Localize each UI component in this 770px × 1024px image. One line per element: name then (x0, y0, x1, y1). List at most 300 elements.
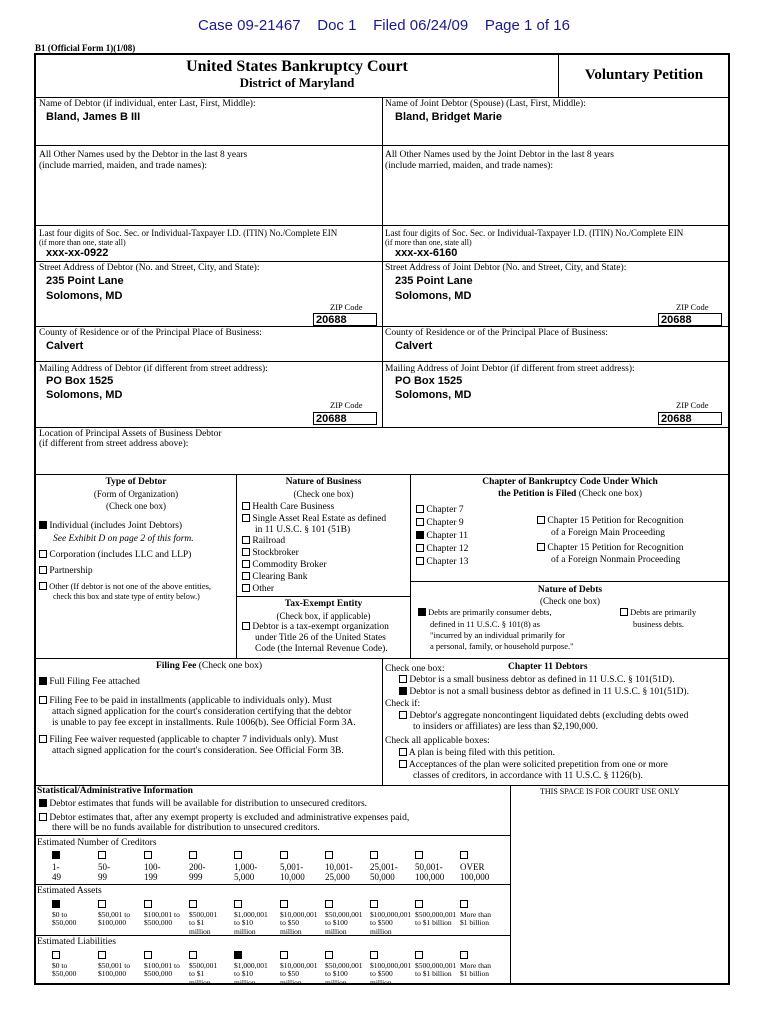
assets-range-line: to $1 (189, 918, 205, 928)
chapter-13-label: Chapter 13 (426, 557, 469, 567)
chapter-15-main-label-2: of a Foreign Main Proceeding (551, 528, 665, 538)
liabilities-range-line: million (189, 977, 211, 987)
joint-county-label: County of Residence or of the Principal Place of Business: (385, 328, 608, 338)
liabilities-checkbox[interactable] (415, 951, 423, 959)
assets-range-line: to $100 (325, 918, 348, 928)
assets-range-label (370, 911, 411, 936)
creditors-checkbox[interactable] (325, 851, 333, 859)
debtor-mailing-1[interactable]: PO Box 1525 (46, 375, 114, 387)
clearing-bank-label: Clearing Bank (252, 572, 308, 582)
liabilities-range-line: to $1 billion (415, 969, 452, 979)
assets-range-line: to $10 (234, 918, 253, 928)
assets-checkbox[interactable] (325, 900, 333, 908)
creditors-range-line: 1,000- (234, 862, 258, 872)
assets-checkbox[interactable] (280, 900, 288, 908)
type-of-debtor-sub1: (Form of Organization) (93, 489, 179, 499)
debtor-mailing-2[interactable]: Solomons, MD (46, 389, 123, 401)
other-entity-label-2: check this box and state type of entity below.) (53, 592, 200, 601)
form-id: B1 (Official Form 1)(1/08) (35, 43, 136, 53)
waiver-label: Filing Fee waiver requested (applicable to chapter 7 individuals only). Must (49, 735, 339, 745)
health-care-label: Health Care Business (252, 502, 335, 512)
debtor-ssn[interactable]: xxx-xx-0922 (46, 247, 109, 259)
chapter-11-option[interactable] (416, 531, 468, 542)
creditors-range-line: 25,000 (325, 872, 350, 883)
acceptances-label-2: classes of creditors, in accordance with 11 U.S.C. § 1126(b). (413, 771, 643, 781)
not-small-business-option[interactable] (399, 687, 689, 698)
debtor-county-label: County of Residence or of the Principal Place of Business: (39, 328, 262, 338)
acceptances-checkbox[interactable] (399, 760, 407, 768)
small-business-option[interactable] (399, 675, 674, 686)
assets-range-label (234, 911, 268, 936)
liabilities-range-line: $0 to (52, 961, 68, 970)
creditors-range-line: 25,001- (370, 862, 398, 872)
liabilities-range-line: to $100 (325, 969, 348, 979)
commodity-broker-label: Commodity Broker (252, 560, 327, 570)
assets-range-label (280, 911, 318, 936)
installments-label: Filing Fee to be paid in installments (applicable to individuals only). Must (49, 696, 332, 706)
liabilities-range-line: $10,000,001 (280, 961, 318, 970)
assets-range-line: million (280, 926, 302, 936)
filing-fee-title-bold: Filing Fee (155, 661, 197, 671)
individual-checkbox[interactable] (39, 521, 47, 529)
liabilities-range-line: million (370, 977, 392, 987)
assets-range-label (325, 911, 363, 936)
tax-exempt-option[interactable] (242, 622, 389, 633)
assets-range-label (98, 911, 130, 928)
liabilities-range-line: $500,000 (144, 969, 173, 979)
corporation-option[interactable] (39, 550, 191, 561)
other-entity-checkbox[interactable] (39, 582, 47, 590)
joint-zip-label: ZIP Code (676, 302, 709, 312)
chapter-15-nonmain-checkbox[interactable] (537, 543, 545, 551)
assets-range-line: million (370, 926, 392, 936)
plan-filed-label: A plan is being filed with this petition. (408, 748, 556, 758)
nature-business-sub: (Check one box) (293, 489, 354, 499)
liabilities-checkbox[interactable] (144, 951, 152, 959)
consumer-debts-checkbox[interactable] (418, 608, 426, 616)
liabilities-checkbox[interactable] (325, 951, 333, 959)
single-asset-option[interactable] (242, 514, 386, 525)
creditors-range-line: 200- (189, 862, 206, 872)
commodity-broker-option[interactable] (242, 560, 327, 571)
assets-range-line: $500,000,001 (415, 910, 457, 919)
assets-checkbox[interactable] (144, 900, 152, 908)
court-district: District of Maryland (239, 75, 355, 90)
liabilities-range-line: More than (460, 961, 492, 970)
assets-range-line: to $50 (280, 918, 299, 928)
assets-range-line: $500,000 (144, 918, 173, 928)
creditors-checkbox[interactable] (460, 851, 468, 859)
other-business-label: Other (252, 584, 275, 594)
railroad-label: Railroad (252, 536, 286, 546)
liabilities-range-label (280, 962, 318, 987)
liabilities-range-line: to $10 (234, 969, 253, 979)
other-business-option[interactable] (242, 584, 274, 595)
ch11-check-one: Check one box: (385, 664, 445, 674)
chapter-11-checkbox[interactable] (416, 531, 424, 539)
liabilities-checkbox[interactable] (370, 951, 378, 959)
chapter-12-option[interactable] (416, 544, 468, 555)
liabilities-range-line: $100,001 to (144, 961, 180, 970)
ch11-check-all: Check all applicable boxes: (385, 736, 490, 746)
joint-mailing-zip-label: ZIP Code (676, 400, 709, 410)
chapter-title-2 (411, 489, 729, 500)
other-business-checkbox[interactable] (242, 584, 250, 592)
liabilities-range-label (415, 962, 456, 979)
assets-checkbox[interactable] (415, 900, 423, 908)
creditors-range-label (415, 862, 444, 883)
liabilities-range-label (370, 962, 411, 987)
creditors-range-label (234, 862, 257, 883)
partnership-label: Partnership (49, 566, 93, 576)
liabilities-range-line: to $50 (280, 969, 299, 979)
assets-checkbox[interactable] (189, 900, 197, 908)
assets-range-line: $0 to (52, 910, 68, 919)
debtor-ssn-label: Last four digits of Soc. Sec. or Individual-Taxpayer I.D. (ITIN) No./Complete EIN (39, 228, 338, 238)
creditors-range-line: 50,000 (370, 872, 395, 883)
consumer-debts-label: Debts are primarily consumer debts, (428, 607, 552, 617)
chapter-7-option[interactable] (416, 505, 464, 516)
nature-debts-title: Nature of Debts (537, 585, 603, 595)
assets-range-line: $100,001 to (144, 910, 180, 919)
location-label-2: (if different from street address above): (39, 439, 189, 449)
debtor-zip-label: ZIP Code (330, 302, 363, 312)
commodity-broker-checkbox[interactable] (242, 560, 250, 568)
assets-range-line: $100,000,001 (370, 910, 412, 919)
no-funds-label: Debtor estimates that, after any exempt property is excluded and administrative expenses paid, (49, 813, 410, 823)
liabilities-range-label (460, 962, 491, 979)
health-care-checkbox[interactable] (242, 502, 250, 510)
assets-range-label (144, 911, 180, 928)
liabilities-checkbox[interactable] (189, 951, 197, 959)
liabilities-range-label (325, 962, 363, 987)
not-small-business-checkbox[interactable] (399, 687, 407, 695)
other-entity-label: Other (If debtor is not one of the above entities, (49, 581, 212, 591)
chapter-title: Chapter of Bankruptcy Code Under Which (482, 477, 658, 487)
creditors-range-line: 100,000 (415, 872, 445, 883)
stat-title: Statistical/Administrative Information (37, 786, 193, 796)
court-name: United States Bankruptcy Court (186, 58, 408, 75)
creditors-range-label (370, 862, 398, 883)
case-stamp: Case 09-21467 Doc 1 Filed 06/24/09 Page 1 of 16 (198, 17, 570, 34)
installments-checkbox[interactable] (39, 696, 47, 704)
joint-county[interactable]: Calvert (395, 340, 433, 352)
chapter-15-main-option[interactable] (537, 516, 684, 527)
acceptances-option[interactable] (399, 760, 668, 771)
installments-option[interactable] (39, 696, 332, 707)
chapter-9-option[interactable] (416, 518, 464, 529)
individual-label: Individual (includes Joint Debtors) (49, 521, 183, 531)
liabilities-range-line: million (280, 977, 302, 987)
debtor-mailing-zip-label: ZIP Code (330, 400, 363, 410)
funds-available-label: Debtor estimates that funds will be available for distribution to unsecured creditors. (49, 799, 368, 809)
assets-range-label (460, 911, 491, 928)
liabilities-range-label (234, 962, 268, 987)
creditors-range-label (280, 862, 305, 883)
chapter-15-nonmain-option[interactable] (537, 543, 684, 554)
assets-range-line: million (234, 926, 256, 936)
individual-option[interactable] (39, 521, 182, 532)
creditors-range-line: 1- (52, 862, 60, 872)
creditors-range-label (189, 862, 206, 883)
debtor-mailing-label: Mailing Address of Debtor (if different from street address): (39, 364, 268, 374)
aggregate-debts-checkbox[interactable] (399, 711, 407, 719)
type-of-debtor-sub2: (Check one box) (106, 501, 166, 511)
business-debts-option[interactable] (620, 608, 696, 618)
joint-other-names-label: All Other Names used by the Joint Debtor in the last 8 years (385, 150, 615, 160)
stockbroker-label: Stockbroker (252, 548, 299, 558)
joint-street-1[interactable]: 235 Point Lane (395, 275, 473, 287)
assets-checkbox[interactable] (52, 900, 60, 908)
corporation-label: Corporation (includes LLC and LLP) (49, 550, 192, 560)
chapter-title-2-bold: the Petition is Filed (497, 489, 577, 499)
creditors-range-line: 10,001- (325, 862, 353, 872)
creditors-range-line: 100- (144, 862, 161, 872)
acceptances-label: Acceptances of the plan were solicited prepetition from one or more (408, 760, 668, 770)
liabilities-range-line: $500,001 (189, 961, 218, 970)
liabilities-range-label (98, 962, 130, 979)
assets-range-line: million (325, 926, 347, 936)
liabilities-range-line: $1 billion (460, 969, 489, 979)
consumer-debts-label-2: defined in 11 U.S.C. § 101(8) as (430, 619, 540, 629)
single-asset-label-2: in 11 U.S.C. § 101 (51B) (255, 525, 351, 535)
creditors-range-label (144, 862, 161, 883)
creditors-checkbox[interactable] (370, 851, 378, 859)
assets-range-line: to $1 billion (415, 918, 452, 928)
ch11-debtors-title: Chapter 11 Debtors (508, 662, 588, 672)
chapter-13-option[interactable] (416, 557, 468, 568)
full-fee-checkbox[interactable] (39, 677, 47, 685)
assets-checkbox[interactable] (370, 900, 378, 908)
individual-note: See Exhibit D on page 2 of this form. (53, 534, 194, 544)
joint-mailing-2[interactable]: Solomons, MD (395, 389, 472, 401)
liabilities-checkbox[interactable] (234, 951, 242, 959)
liabilities-range-line: to $1 (189, 969, 205, 979)
liabilities-checkbox[interactable] (98, 951, 106, 959)
creditors-checkbox[interactable] (280, 851, 288, 859)
debtor-mailing-zip[interactable]: 20688 (313, 412, 377, 425)
debtor-other-names-label-2: (include married, maiden, and trade names): (39, 161, 208, 171)
creditors-range-line: 199 (144, 872, 158, 883)
assets-range-line: $500,001 (189, 910, 218, 919)
business-debts-label: Debts are primarily (630, 607, 697, 617)
full-fee-label: Full Filing Fee attached (49, 677, 140, 687)
railroad-checkbox[interactable] (242, 536, 250, 544)
partnership-checkbox[interactable] (39, 566, 47, 574)
creditors-checkbox[interactable] (98, 851, 106, 859)
assets-range-line: $50,001 to (98, 910, 131, 919)
liabilities-checkbox[interactable] (280, 951, 288, 959)
stockbroker-checkbox[interactable] (242, 548, 250, 556)
small-business-checkbox[interactable] (399, 675, 407, 683)
tax-exempt-label-2: under Title 26 of the United States (255, 633, 386, 643)
business-debts-label-2: business debts. (633, 619, 684, 629)
nature-business-title: Nature of Business (285, 477, 362, 487)
assets-range-line: million (189, 926, 211, 936)
type-of-debtor-title: Type of Debtor (105, 477, 167, 487)
other-entity-option[interactable] (39, 582, 211, 592)
chapter-9-checkbox[interactable] (416, 518, 424, 526)
waiver-option[interactable] (39, 735, 338, 746)
creditors-checkbox[interactable] (189, 851, 197, 859)
consumer-debts-label-3: "incurred by an individual primarily for (430, 630, 565, 640)
liabilities-label: Estimated Liabilities (37, 937, 116, 947)
assets-range-line: $1,000,001 (234, 910, 268, 919)
liabilities-range-line: $50,000 (52, 969, 77, 979)
corporation-checkbox[interactable] (39, 550, 47, 558)
chapter-15-main-checkbox[interactable] (537, 516, 545, 524)
joint-mailing-label: Mailing Address of Joint Debtor (if different from street address): (385, 364, 635, 374)
health-care-option[interactable] (242, 502, 334, 513)
liabilities-range-line: $1,000,001 (234, 961, 268, 970)
creditors-range-line: OVER (460, 862, 485, 872)
business-debts-checkbox[interactable] (620, 608, 628, 616)
creditors-range-line: 99 (98, 872, 107, 883)
tax-exempt-label-3: Code (the Internal Revenue Code). (255, 644, 388, 654)
creditors-range-line: 5,001- (280, 862, 304, 872)
assets-checkbox[interactable] (234, 900, 242, 908)
joint-mailing-zip[interactable]: 20688 (658, 412, 722, 425)
joint-street-2[interactable]: Solomons, MD (395, 290, 472, 302)
plan-filed-checkbox[interactable] (399, 748, 407, 756)
creditors-range-line: 5,000 (234, 872, 255, 883)
assets-label: Estimated Assets (37, 886, 102, 896)
joint-ssn-label: Last four digits of Soc. Sec. or Individual-Taxpayer I.D. (ITIN) No./Complete EIN (385, 228, 684, 238)
debtor-street-2[interactable]: Solomons, MD (46, 290, 123, 302)
joint-street-label: Street Address of Joint Debtor (No. and Street, City, and State): (385, 263, 627, 273)
assets-range-label (52, 911, 76, 928)
creditors-label: Estimated Number of Creditors (37, 838, 157, 848)
chapter-7-label: Chapter 7 (426, 505, 464, 515)
liabilities-range-label (52, 962, 76, 979)
creditors-range-line: 50,001- (415, 862, 443, 872)
liabilities-range-line: million (234, 977, 256, 987)
clearing-bank-option[interactable] (242, 572, 308, 583)
liabilities-range-label (144, 962, 180, 979)
creditors-range-label (325, 862, 353, 883)
liabilities-range-line: to $500 (370, 969, 393, 979)
assets-range-line: $100,000 (98, 918, 127, 928)
assets-checkbox[interactable] (460, 900, 468, 908)
aggregate-debts-label-2: to insiders or affiliates) are less than $2,190,000. (413, 722, 599, 732)
liabilities-range-line: $50,000,001 (325, 961, 363, 970)
waiver-label-2: attach signed application for the court's consideration. See Official Form 3B. (52, 746, 344, 756)
chapter-9-label: Chapter 9 (426, 518, 464, 528)
filing-fee-title-sub: (Check one box) (196, 661, 263, 671)
joint-ssn[interactable]: xxx-xx-6160 (395, 247, 458, 259)
liabilities-checkbox[interactable] (460, 951, 468, 959)
chapter-12-label: Chapter 12 (426, 544, 469, 554)
nature-debts-sub: (Check one box) (540, 596, 600, 606)
creditors-checkbox[interactable] (144, 851, 152, 859)
chapter-7-checkbox[interactable] (416, 505, 424, 513)
liabilities-range-label (189, 962, 217, 987)
funds-available-checkbox[interactable] (39, 799, 47, 807)
partnership-option[interactable] (39, 566, 93, 577)
location-label: Location of Principal Assets of Business Debtor (39, 429, 222, 439)
debtor-street-label: Street Address of Debtor (No. and Street, City, and State): (39, 263, 260, 273)
single-asset-label: Single Asset Real Estate as defined (252, 514, 387, 524)
chapter-13-checkbox[interactable] (416, 557, 424, 565)
not-small-business-label: Debtor is not a small business debtor as defined in 11 U.S.C. § 101(51D). (409, 687, 689, 697)
liabilities-checkbox[interactable] (52, 951, 60, 959)
single-asset-checkbox[interactable] (242, 514, 250, 522)
creditors-checkbox[interactable] (415, 851, 423, 859)
chapter-15-nonmain-label-2: of a Foreign Nonmain Proceeding (551, 555, 681, 565)
chapter-15-nonmain-label: Chapter 15 Petition for Recognition (547, 543, 684, 553)
assets-range-label (189, 911, 217, 936)
debtor-name[interactable]: Bland, James B III (46, 111, 141, 123)
creditors-range-label (460, 862, 489, 883)
joint-name[interactable]: Bland, Bridget Marie (395, 111, 502, 123)
debtor-zip[interactable]: 20688 (313, 313, 377, 326)
tax-exempt-checkbox[interactable] (242, 622, 250, 630)
full-fee-option[interactable] (39, 677, 140, 688)
joint-zip[interactable]: 20688 (658, 313, 722, 326)
liabilities-range-line: $100,000 (98, 969, 127, 979)
plan-filed-option[interactable] (399, 748, 555, 759)
creditors-checkbox[interactable] (52, 851, 60, 859)
tax-exempt-sub: (Check box, if applicable) (276, 611, 371, 621)
ch11-check-if: Check if: (385, 699, 421, 709)
assets-checkbox[interactable] (98, 900, 106, 908)
joint-other-names-label-2: (include married, maiden, and trade names): (385, 161, 554, 171)
assets-range-line: $1 billion (460, 918, 489, 928)
joint-name-label: Name of Joint Debtor (Spouse) (Last, First, Middle): (385, 99, 586, 109)
consumer-debts-option[interactable] (418, 608, 552, 618)
no-funds-label-2: there will be no funds available for distribution to unsecured creditors. (52, 823, 320, 833)
creditors-range-label (98, 862, 110, 883)
installments-label-3: is unable to pay fee except in installments. Rule 1006(b). See Official Form 3A. (52, 718, 356, 728)
creditors-range-line: 999 (189, 872, 203, 883)
assets-range-label (415, 911, 456, 928)
stockbroker-option[interactable] (242, 548, 299, 559)
aggregate-debts-option[interactable] (399, 711, 688, 722)
creditors-range-line: 100,000 (460, 872, 490, 883)
chapter-title-2-sub: (Check one box) (576, 489, 643, 499)
waiver-checkbox[interactable] (39, 735, 47, 743)
debtor-county[interactable]: Calvert (46, 340, 84, 352)
no-funds-checkbox[interactable] (39, 813, 47, 821)
assets-range-line: $50,000,001 (325, 910, 363, 919)
creditors-range-line: 49 (52, 872, 61, 883)
creditors-range-line: 50- (98, 862, 110, 872)
assets-range-line: More than (460, 910, 492, 919)
debtor-name-label: Name of Debtor (if individual, enter Last, First, Middle): (39, 99, 256, 109)
installments-label-2: attach signed application for the court's consideration certifying that the debtor (52, 707, 352, 717)
clearing-bank-checkbox[interactable] (242, 572, 250, 580)
debtor-street-1[interactable]: 235 Point Lane (46, 275, 124, 287)
aggregate-debts-label: Debtor's aggregate noncontingent liquidated debts (excluding debts owed (409, 711, 689, 721)
assets-range-line: $10,000,001 (280, 910, 318, 919)
creditors-range-label (52, 862, 61, 883)
petition-type: Voluntary Petition (584, 67, 704, 83)
railroad-option[interactable] (242, 536, 285, 547)
joint-mailing-1[interactable]: PO Box 1525 (395, 375, 463, 387)
court-use-only: THIS SPACE IS FOR COURT USE ONLY (540, 787, 680, 796)
assets-range-line: $50,000 (52, 918, 77, 928)
liabilities-range-line: million (325, 977, 347, 987)
creditors-checkbox[interactable] (234, 851, 242, 859)
tax-exempt-title: Tax-Exempt Entity (284, 599, 363, 609)
chapter-11-label: Chapter 11 (426, 531, 468, 541)
debtor-ssn-sub: (if more than one, state all) (39, 238, 126, 247)
tax-exempt-label: Debtor is a tax-exempt organization (252, 622, 389, 632)
chapter-12-checkbox[interactable] (416, 544, 424, 552)
creditors-range-line: 10,000 (280, 872, 305, 883)
assets-range-line: to $500 (370, 918, 393, 928)
funds-available-option[interactable] (39, 799, 367, 810)
